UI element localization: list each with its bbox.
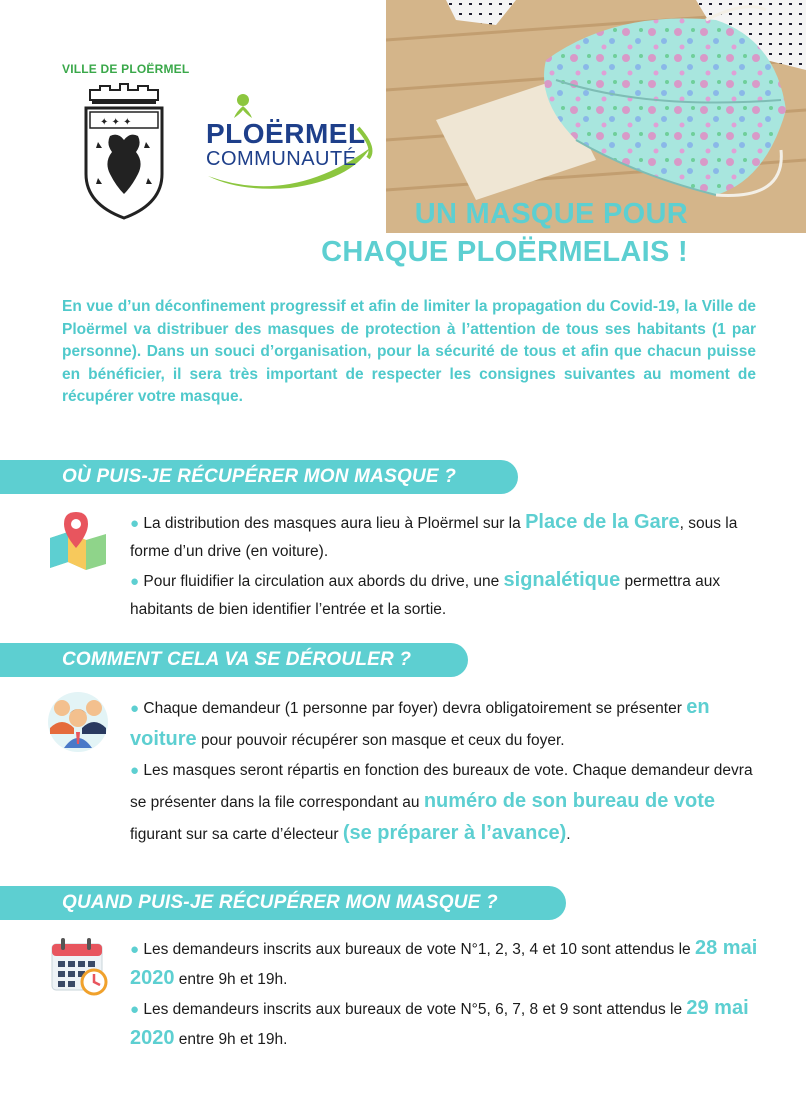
list-item: ● Pour fluidifier la circulation aux abords du drive, une signalétique permettra aux habitants de bien identifier l’entrée et la sortie.	[130, 569, 721, 618]
bullet-icon: ●	[130, 941, 140, 958]
section-title-where: OÙ PUIS-JE RÉCUPÉRER MON MASQUE ?	[62, 466, 457, 487]
list-item: ● Les demandeurs inscrits aux bureaux de vote N°1, 2, 3, 4 et 10 sont attendus le 28 mai 2020 entre 9h et 19h.	[130, 937, 758, 989]
bullet-icon: ●	[130, 762, 140, 779]
page-title-line-1: UN MASQUE POUR	[414, 198, 688, 230]
section-header-when	[0, 886, 566, 920]
section-how-text	[130, 692, 762, 850]
ploermel-communaute-logo	[200, 88, 380, 198]
svg-text:✦ ✦ ✦: ✦ ✦ ✦	[100, 117, 132, 128]
calendar-icon	[48, 934, 112, 998]
map-pin-icon	[46, 508, 110, 572]
list-item: ● Les demandeurs inscrits aux bureaux de vote N°5, 6, 7, 8 et 9 sont attendus le 29 mai 2020 entre 9h et 19h.	[130, 997, 749, 1049]
section-when-text	[130, 934, 762, 1054]
list-item: ● Chaque demandeur (1 personne par foyer) devra obligatoirement se présenter en voiture pour pouvoir récupérer son masque et ceux du foyer.	[130, 696, 710, 750]
list-item: ● Les masques seront répartis en fonction des bureaux de vote. Chaque demandeur devra se présenter dans la file correspondant au numéro de son bureau de vote figurant sur sa carte d’électeur (se préparer à l’avance).	[130, 762, 753, 844]
town-label: VILLE DE PLOËRMEL	[62, 62, 190, 76]
section-where-text	[130, 508, 762, 624]
town-crest-logo	[80, 82, 168, 222]
section-header-how	[0, 643, 468, 677]
section-title-how: COMMENT CELA VA SE DÉROULER ?	[62, 649, 412, 670]
list-item: ● La distribution des masques aura lieu à Ploërmel sur la Place de la Gare, sous la forme d’un drive (en voiture).	[130, 511, 738, 560]
page-title-line-2: CHAQUE PLOËRMELAIS !	[321, 236, 688, 268]
people-icon	[46, 688, 110, 752]
intro-paragraph: En vue d’un déconfinement progressif et afin de limiter la propagation du Covid-19, la Ville de Ploërmel va distribuer des masques de protection à l’attention de tous ses habitants (1 par personne). Dans un souci d’organisation, pour la sécurité de tous et afin que chacun puisse en bénéficier, il sera très important de respecter les consignes suivantes au moment de récupérer votre masque.	[62, 298, 756, 405]
bullet-icon: ●	[130, 1001, 140, 1018]
bullet-icon: ●	[130, 515, 140, 532]
section-header-where	[0, 460, 518, 494]
logo-text-ploermel: PLOËRMEL	[206, 118, 366, 149]
section-title-when: QUAND PUIS-JE RÉCUPÉRER MON MASQUE ?	[62, 892, 498, 913]
logo-text-communaute: COMMUNAUTÉ	[206, 148, 357, 170]
bullet-icon: ●	[130, 700, 140, 717]
bullet-icon: ●	[130, 573, 140, 590]
